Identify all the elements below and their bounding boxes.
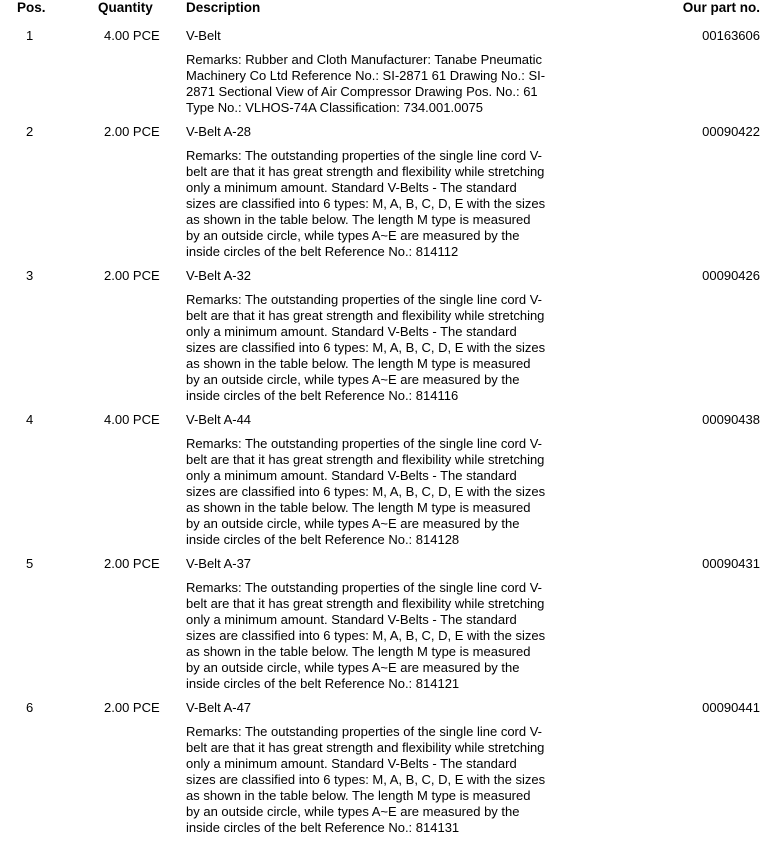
items-list xyxy=(0,28,766,844)
table-row xyxy=(0,28,766,124)
header-quantity: Quantity xyxy=(98,0,153,15)
item-pos: 3 xyxy=(26,268,34,283)
item-title: V-Belt A-28 xyxy=(186,124,252,139)
item-pos: 4 xyxy=(26,412,34,427)
item-pos: 1 xyxy=(26,28,34,43)
item-remarks: Remarks: The outstanding properties of the single line cord V- belt are that it has great strength and flexibility while stretching only a minimum amount. Standard V-Belts - The standard sizes are classified into 6 types: M, A, B, C, D, E with the sizes as shown in the table below. The length M type is measured by an outside circle, while types A~E are measured by the inside circles of the belt Reference No.: 814131 xyxy=(186,724,546,835)
item-quantity: 2.00 PCE xyxy=(104,700,160,715)
item-remarks: Remarks: The outstanding properties of the single line cord V- belt are that it has great strength and flexibility while stretching only a minimum amount. Standard V-Belts - The standard sizes are classified into 6 types: M, A, B, C, D, E with the sizes as shown in the table below. The length M type is measured by an outside circle, while types A~E are measured by the inside circles of the belt Reference No.: 814116 xyxy=(186,292,546,403)
item-title: V-Belt A-37 xyxy=(186,556,252,571)
item-part-no: 00090426 xyxy=(702,268,760,283)
item-remarks: Remarks: The outstanding properties of the single line cord V- belt are that it has great strength and flexibility while stretching only a minimum amount. Standard V-Belts - The standard sizes are classified into 6 types: M, A, B, C, D, E with the sizes as shown in the table below. The length M type is measured by an outside circle, while types A~E are measured by the inside circles of the belt Reference No.: 814128 xyxy=(186,436,546,547)
table-header xyxy=(0,0,766,20)
item-part-no: 00090422 xyxy=(702,124,760,139)
item-pos: 5 xyxy=(26,556,34,571)
item-part-no: 00090431 xyxy=(702,556,760,571)
table-row xyxy=(0,268,766,412)
table-row xyxy=(0,700,766,844)
item-pos: 2 xyxy=(26,124,34,139)
item-title: V-Belt xyxy=(186,28,221,43)
table-row xyxy=(0,124,766,268)
item-quantity: 2.00 PCE xyxy=(104,124,160,139)
item-quantity: 4.00 PCE xyxy=(104,412,160,427)
item-quantity: 2.00 PCE xyxy=(104,556,160,571)
item-remarks: Remarks: The outstanding properties of the single line cord V- belt are that it has great strength and flexibility while stretching only a minimum amount. Standard V-Belts - The standard sizes are classified into 6 types: M, A, B, C, D, E with the sizes as shown in the table below. The length M type is measured by an outside circle, while types A~E are measured by the inside circles of the belt Reference No.: 814121 xyxy=(186,580,546,691)
item-remarks: Remarks: The outstanding properties of the single line cord V- belt are that it has great strength and flexibility while stretching only a minimum amount. Standard V-Belts - The standard sizes are classified into 6 types: M, A, B, C, D, E with the sizes as shown in the table below. The length M type is measured by an outside circle, while types A~E are measured by the inside circles of the belt Reference No.: 814112 xyxy=(186,148,546,259)
item-title: V-Belt A-32 xyxy=(186,268,252,283)
header-pos: Pos. xyxy=(17,0,46,15)
header-part-no: Our part no. xyxy=(682,0,760,15)
item-pos: 6 xyxy=(26,700,34,715)
item-part-no: 00090441 xyxy=(702,700,760,715)
item-part-no: 00090438 xyxy=(702,412,760,427)
item-part-no: 00163606 xyxy=(702,28,760,43)
item-title: V-Belt A-47 xyxy=(186,700,252,715)
table-row xyxy=(0,412,766,556)
item-quantity: 2.00 PCE xyxy=(104,268,160,283)
item-remarks: Remarks: Rubber and Cloth Manufacturer: Tanabe Pneumatic Machinery Co Ltd Reference No.: SI-2871 61 Drawing No.: SI- 2871 Sectional View of Air Compressor Drawing Pos. No.: 61 Type No.: VLHOS-74A Classification: 734.001.0075 xyxy=(186,52,546,115)
table-row xyxy=(0,556,766,700)
item-title: V-Belt A-44 xyxy=(186,412,252,427)
item-quantity: 4.00 PCE xyxy=(104,28,160,43)
header-description: Description xyxy=(186,0,261,15)
